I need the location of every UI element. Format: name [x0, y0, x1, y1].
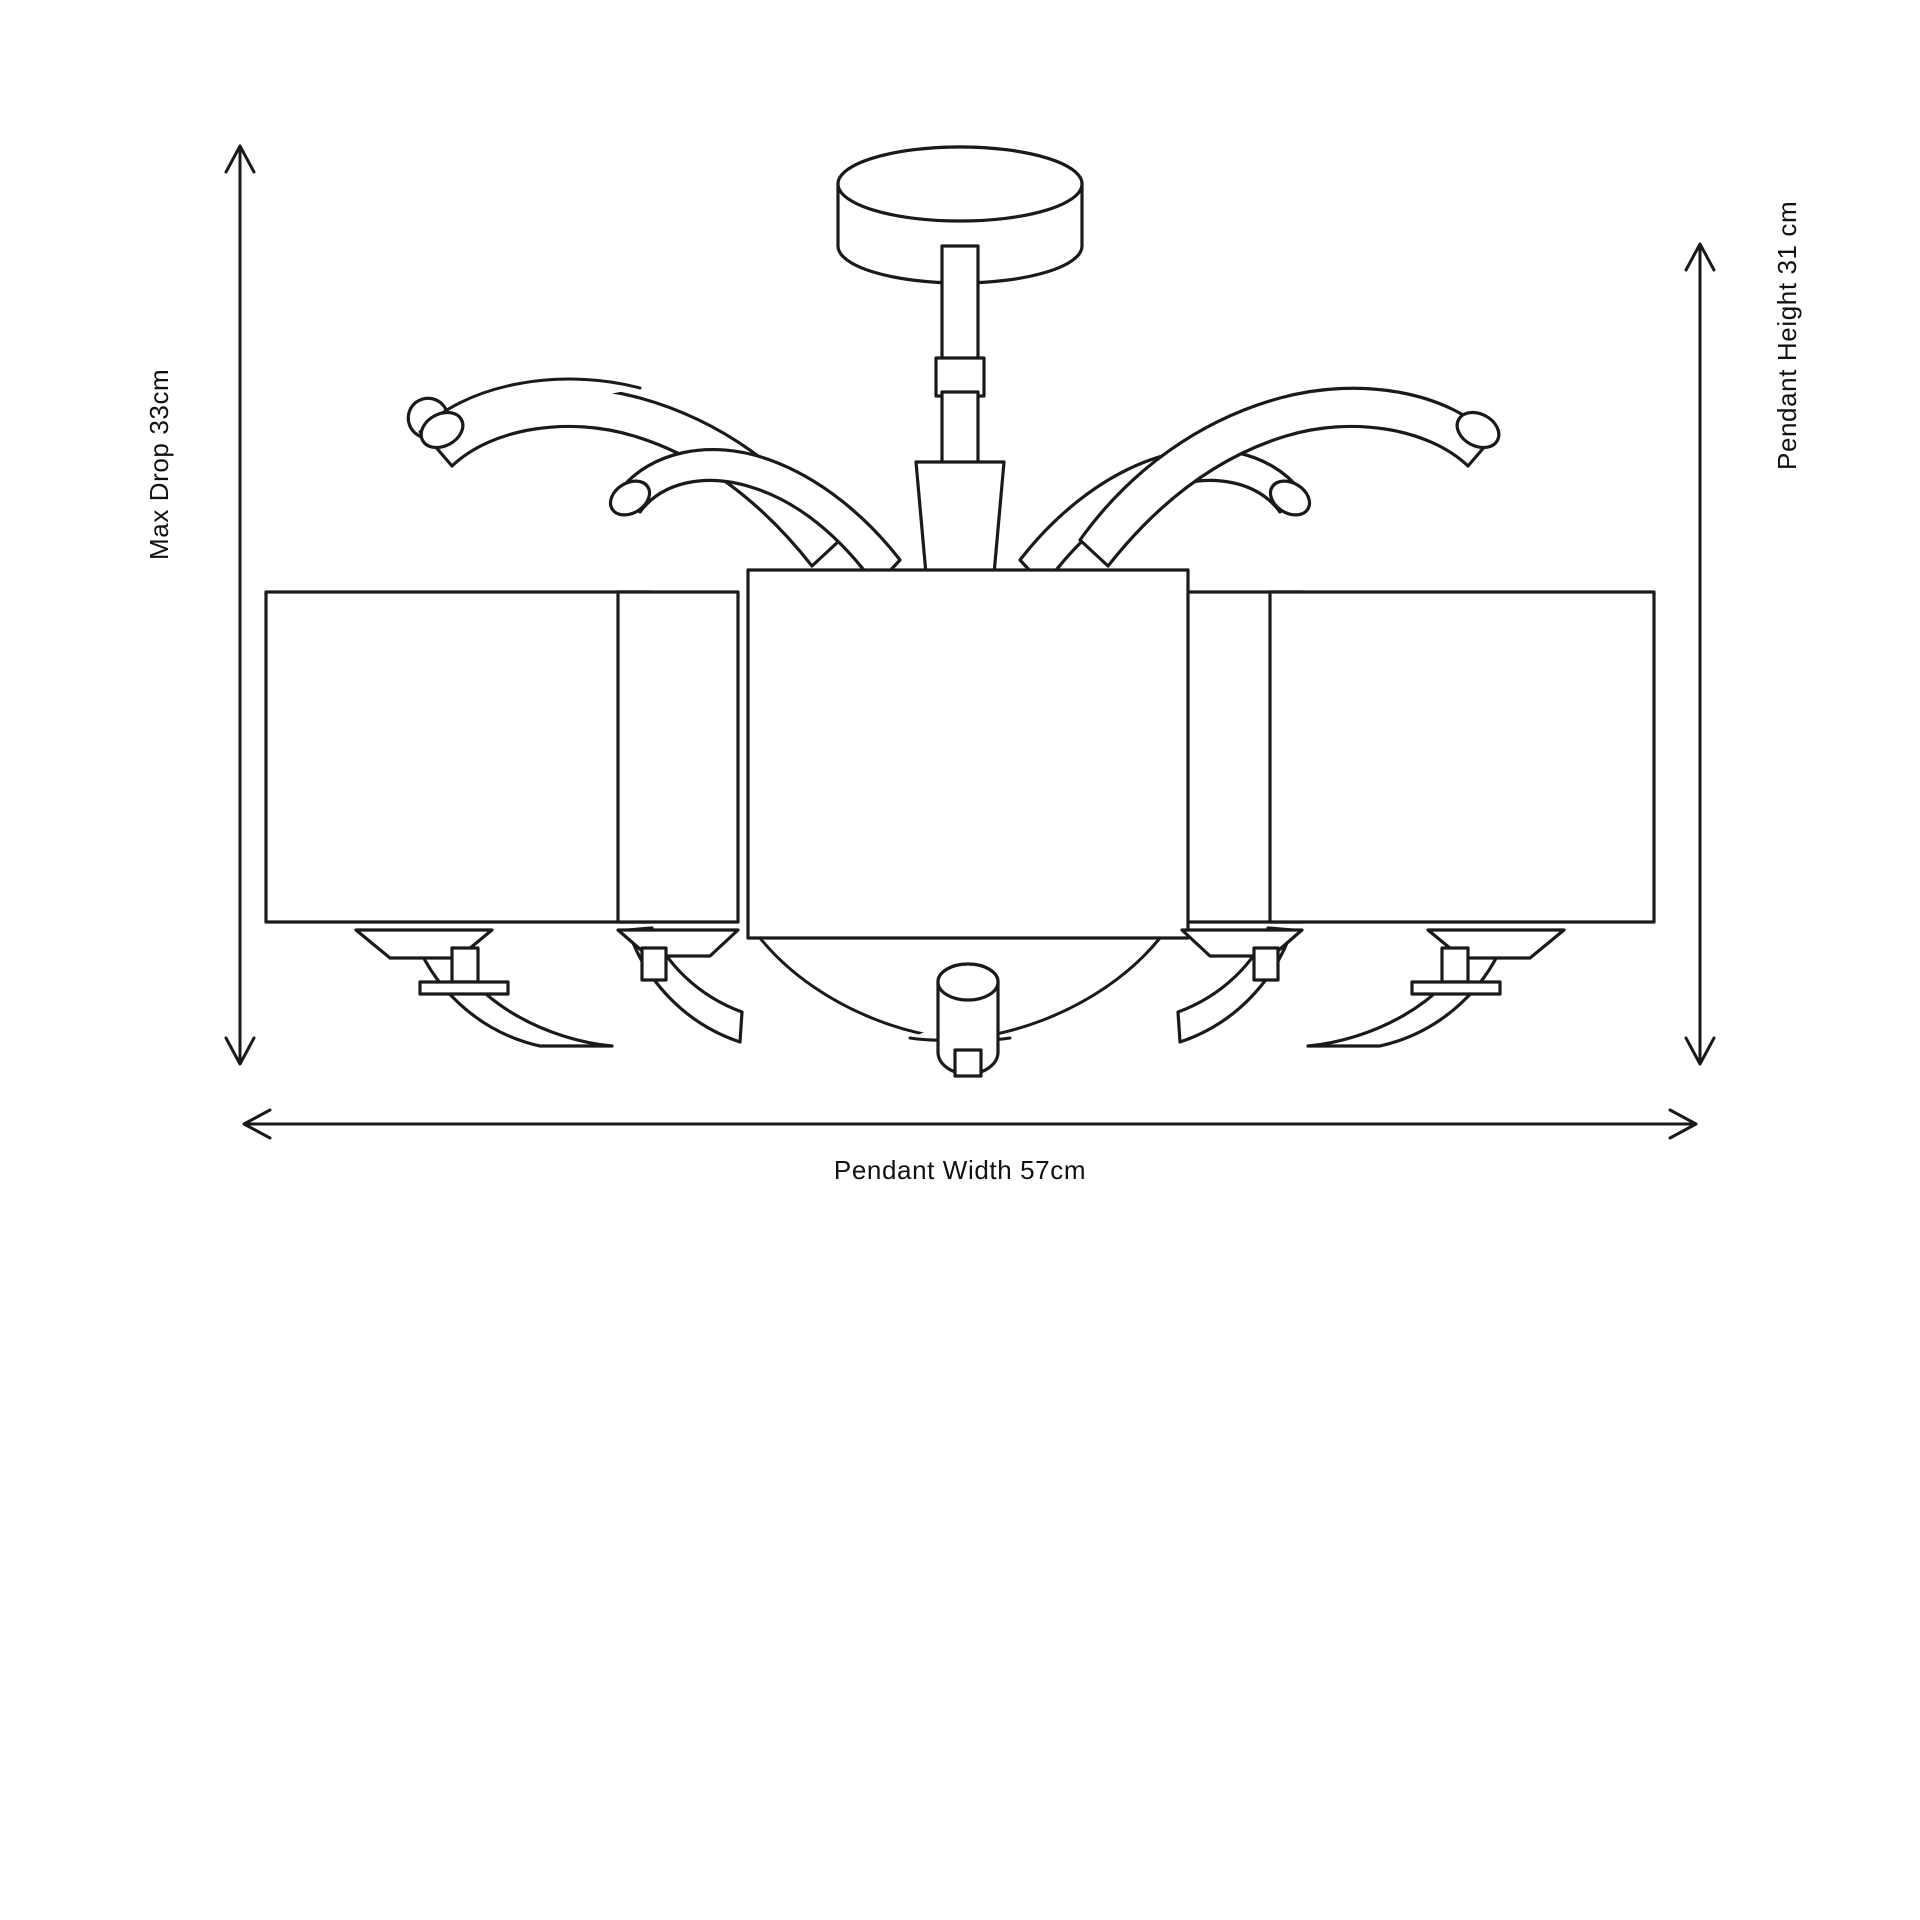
max-drop-dimension-arrow — [226, 146, 254, 1064]
max-drop-label: Max Drop 33cm — [144, 368, 174, 560]
bottom-finial — [938, 964, 998, 1076]
shade-left-outer — [266, 592, 650, 922]
upper-stem — [936, 246, 984, 466]
pendant-height-label: Pendant Height 31 cm — [1772, 200, 1802, 470]
shade-right-outer — [1270, 592, 1654, 922]
shade-center — [748, 570, 1188, 938]
pendant-width-label: Pendant Width 57cm — [833, 1155, 1087, 1185]
pendant-width-dimension-arrow — [244, 1110, 1696, 1138]
pendant-height-dimension-arrow — [1686, 244, 1714, 1064]
stem-collar — [916, 462, 1004, 574]
shade-left-inner — [618, 592, 738, 922]
